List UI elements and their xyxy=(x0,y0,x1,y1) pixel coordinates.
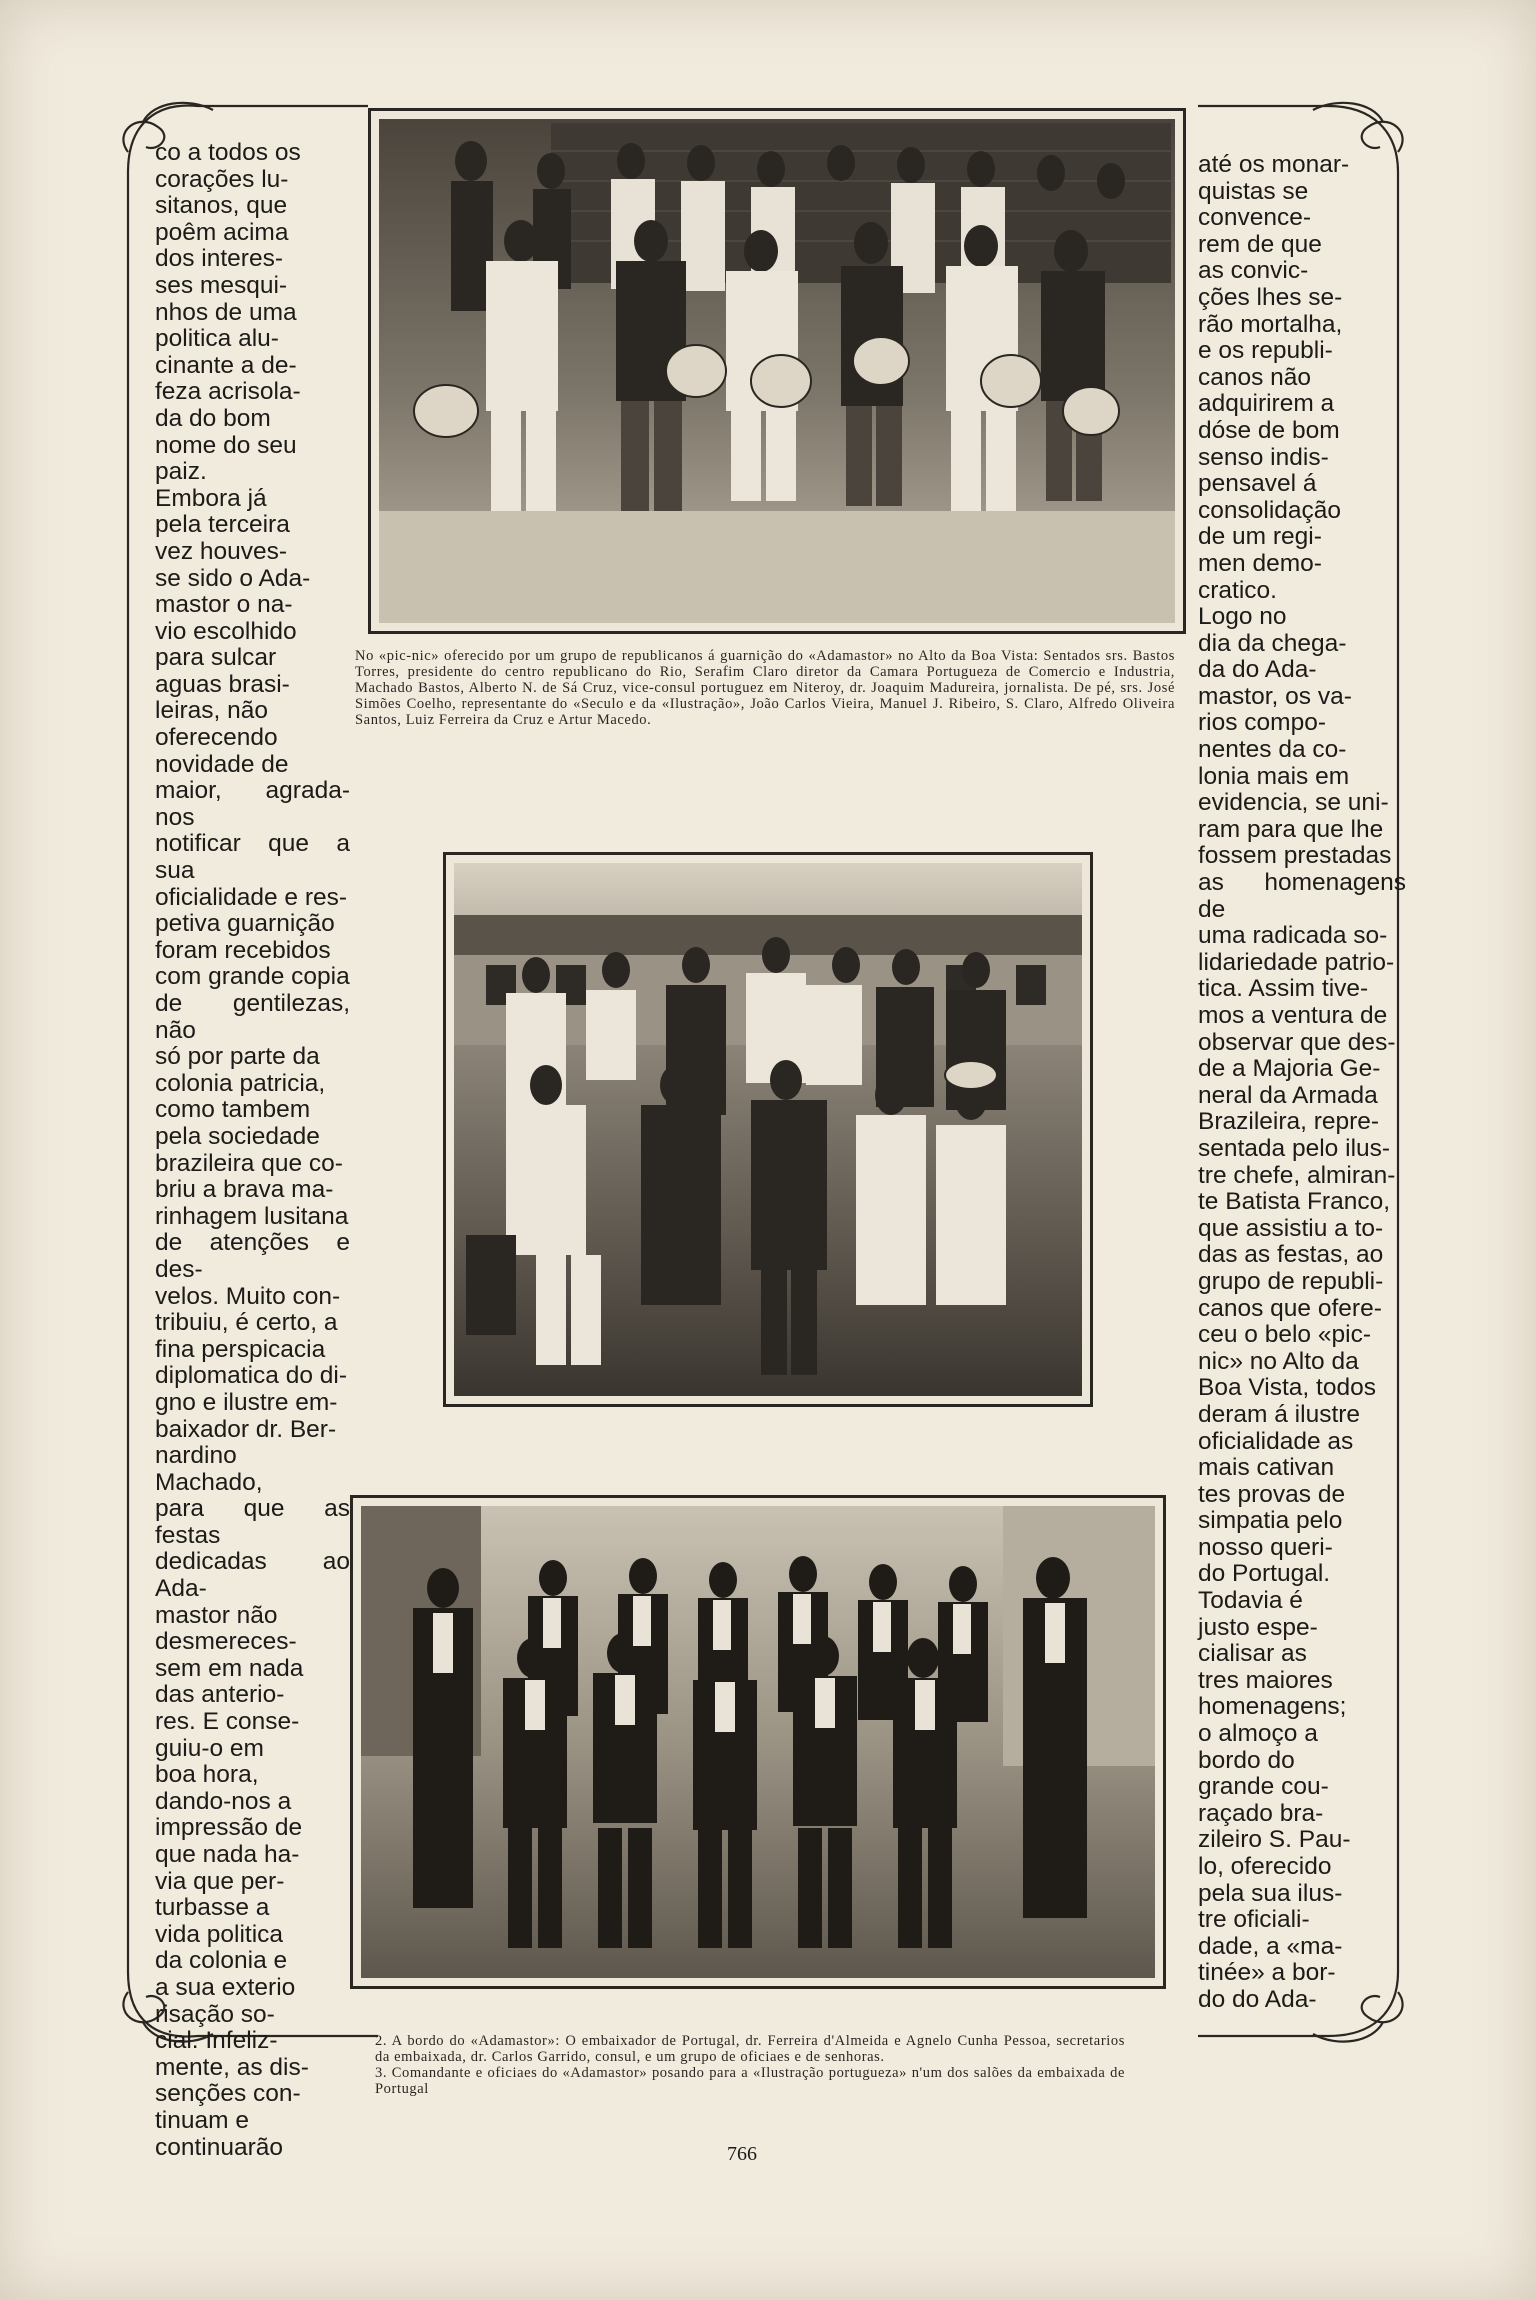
caption-aboard-adamastor: 2. A bordo do «Adamastor»: O embaixador de Portugal, dr. Ferreira d'Almeida e Agnelo Cunha Pessoa, secretarios da embaixada, dr. Carlos Garrido, consul, e um grupo de oficiaes e de senhoras. xyxy=(375,2033,1125,2065)
caption-officers-embassy: 3. Comandante e oficiaes do «Adamastor» posando para a «Ilustração portugueza» n'um dos salões da embaixada de Portugal xyxy=(375,2065,1125,2097)
article-left-column: co a todos os corações lu- sitanos, que poêm acima dos interes- ses mesqui- nhos de uma politica alu- cinante a de- feza acrisola- da do bom nome do seu paiz. Embora já pela terceira vez houves- se sido o Ada- mastor o na- vio escolhido para sulcar aguas brasi- leiras, não oferecendo novidade de maior, agrada-nos notificar que a sua oficialidade e res- petiva guarnição foram recebidos com grande copia de gentilezas, não só por parte da colonia patricia, como tambem pela sociedade brazileira que co- briu a brava ma- rinhagem lusitana de atenções e des- velos. Muito con- tribuiu, é certo, a fina perspicacia diplomatica do di- gno e ilustre em- baixador dr. Ber- nardino Machado, para que as festas dedicadas ao Ada- mastor não desmereces- sem em nada das anterio- res. E conse- guiu-o em boa hora, dando-nos a impressão de que nada ha- via que per- turbasse a vida politica da colonia e a sua exterio risação so- cial. Infeliz- mente, as dis- senções con- tinuam e continuarão xyxy=(155,139,350,2161)
caption-bottom xyxy=(375,2033,1125,2097)
photo-picnic-group xyxy=(368,108,1186,634)
article-right-column: até os monar- quistas se convence- rem de que as convic- ções lhes se- rão mortalha, e os republi- canos não adquirirem a dóse de bom senso indis- pensavel á consolidação de um regi- men demo- cratico. Logo no dia da chega- da do Ada- mastor, os va- rios compo- nentes da co- lonia mais em evidencia, se uni- ram para que lhe fossem prestadas as homenagens de uma radicada so- lidariedade patrio- tica. Assim tive- mos a ventura de observar que des- de a Majoria Ge- neral da Armada Brazileira, repre- sentada pelo ilus- tre chefe, almiran- te Batista Franco, que assistiu a to- das as festas, ao grupo de republi- canos que ofere- ceu o belo «pic- nic» no Alto da Boa Vista, todos deram á ilustre oficialidade as mais cativan tes provas de simpatia pelo nosso queri- do Portugal. Todavia é justo espe- cialisar as tres maiores homenagens; o almoço a bordo do grande cou- raçado bra- zileiro S. Pau- lo, oferecido pela sua ilus- tre oficiali- dade, a «ma- tinée» a bor- do do Ada- xyxy=(1198,151,1406,2013)
page-number: 766 xyxy=(727,2143,757,2165)
photo-officers-embassy xyxy=(350,1495,1166,1989)
caption-picnic: No «pic-nic» oferecido por um grupo de republicanos á guarnição do «Adamastor» no Alto da Boa Vista: Sentados srs. Bastos Torres, presidente do centro republicano do Rio, Serafim Claro diretor da Camara Portugueza de Comercio e Industria, Machado Bastos, Alberto N. de Sá Cruz, vice-consul portuguez em Niteroy, dr. Joaquim Madureira, jornalista. De pé, srs. José Simões Coelho, representante do «Seculo e da «Ilustração», João Carlos Vieira, Manuel J. Ribeiro, S. Claro, Alfredo Oliveira Santos, Luiz Ferreira da Cruz e Artur Macedo. xyxy=(355,648,1175,728)
photo-aboard-adamastor xyxy=(443,852,1093,1407)
